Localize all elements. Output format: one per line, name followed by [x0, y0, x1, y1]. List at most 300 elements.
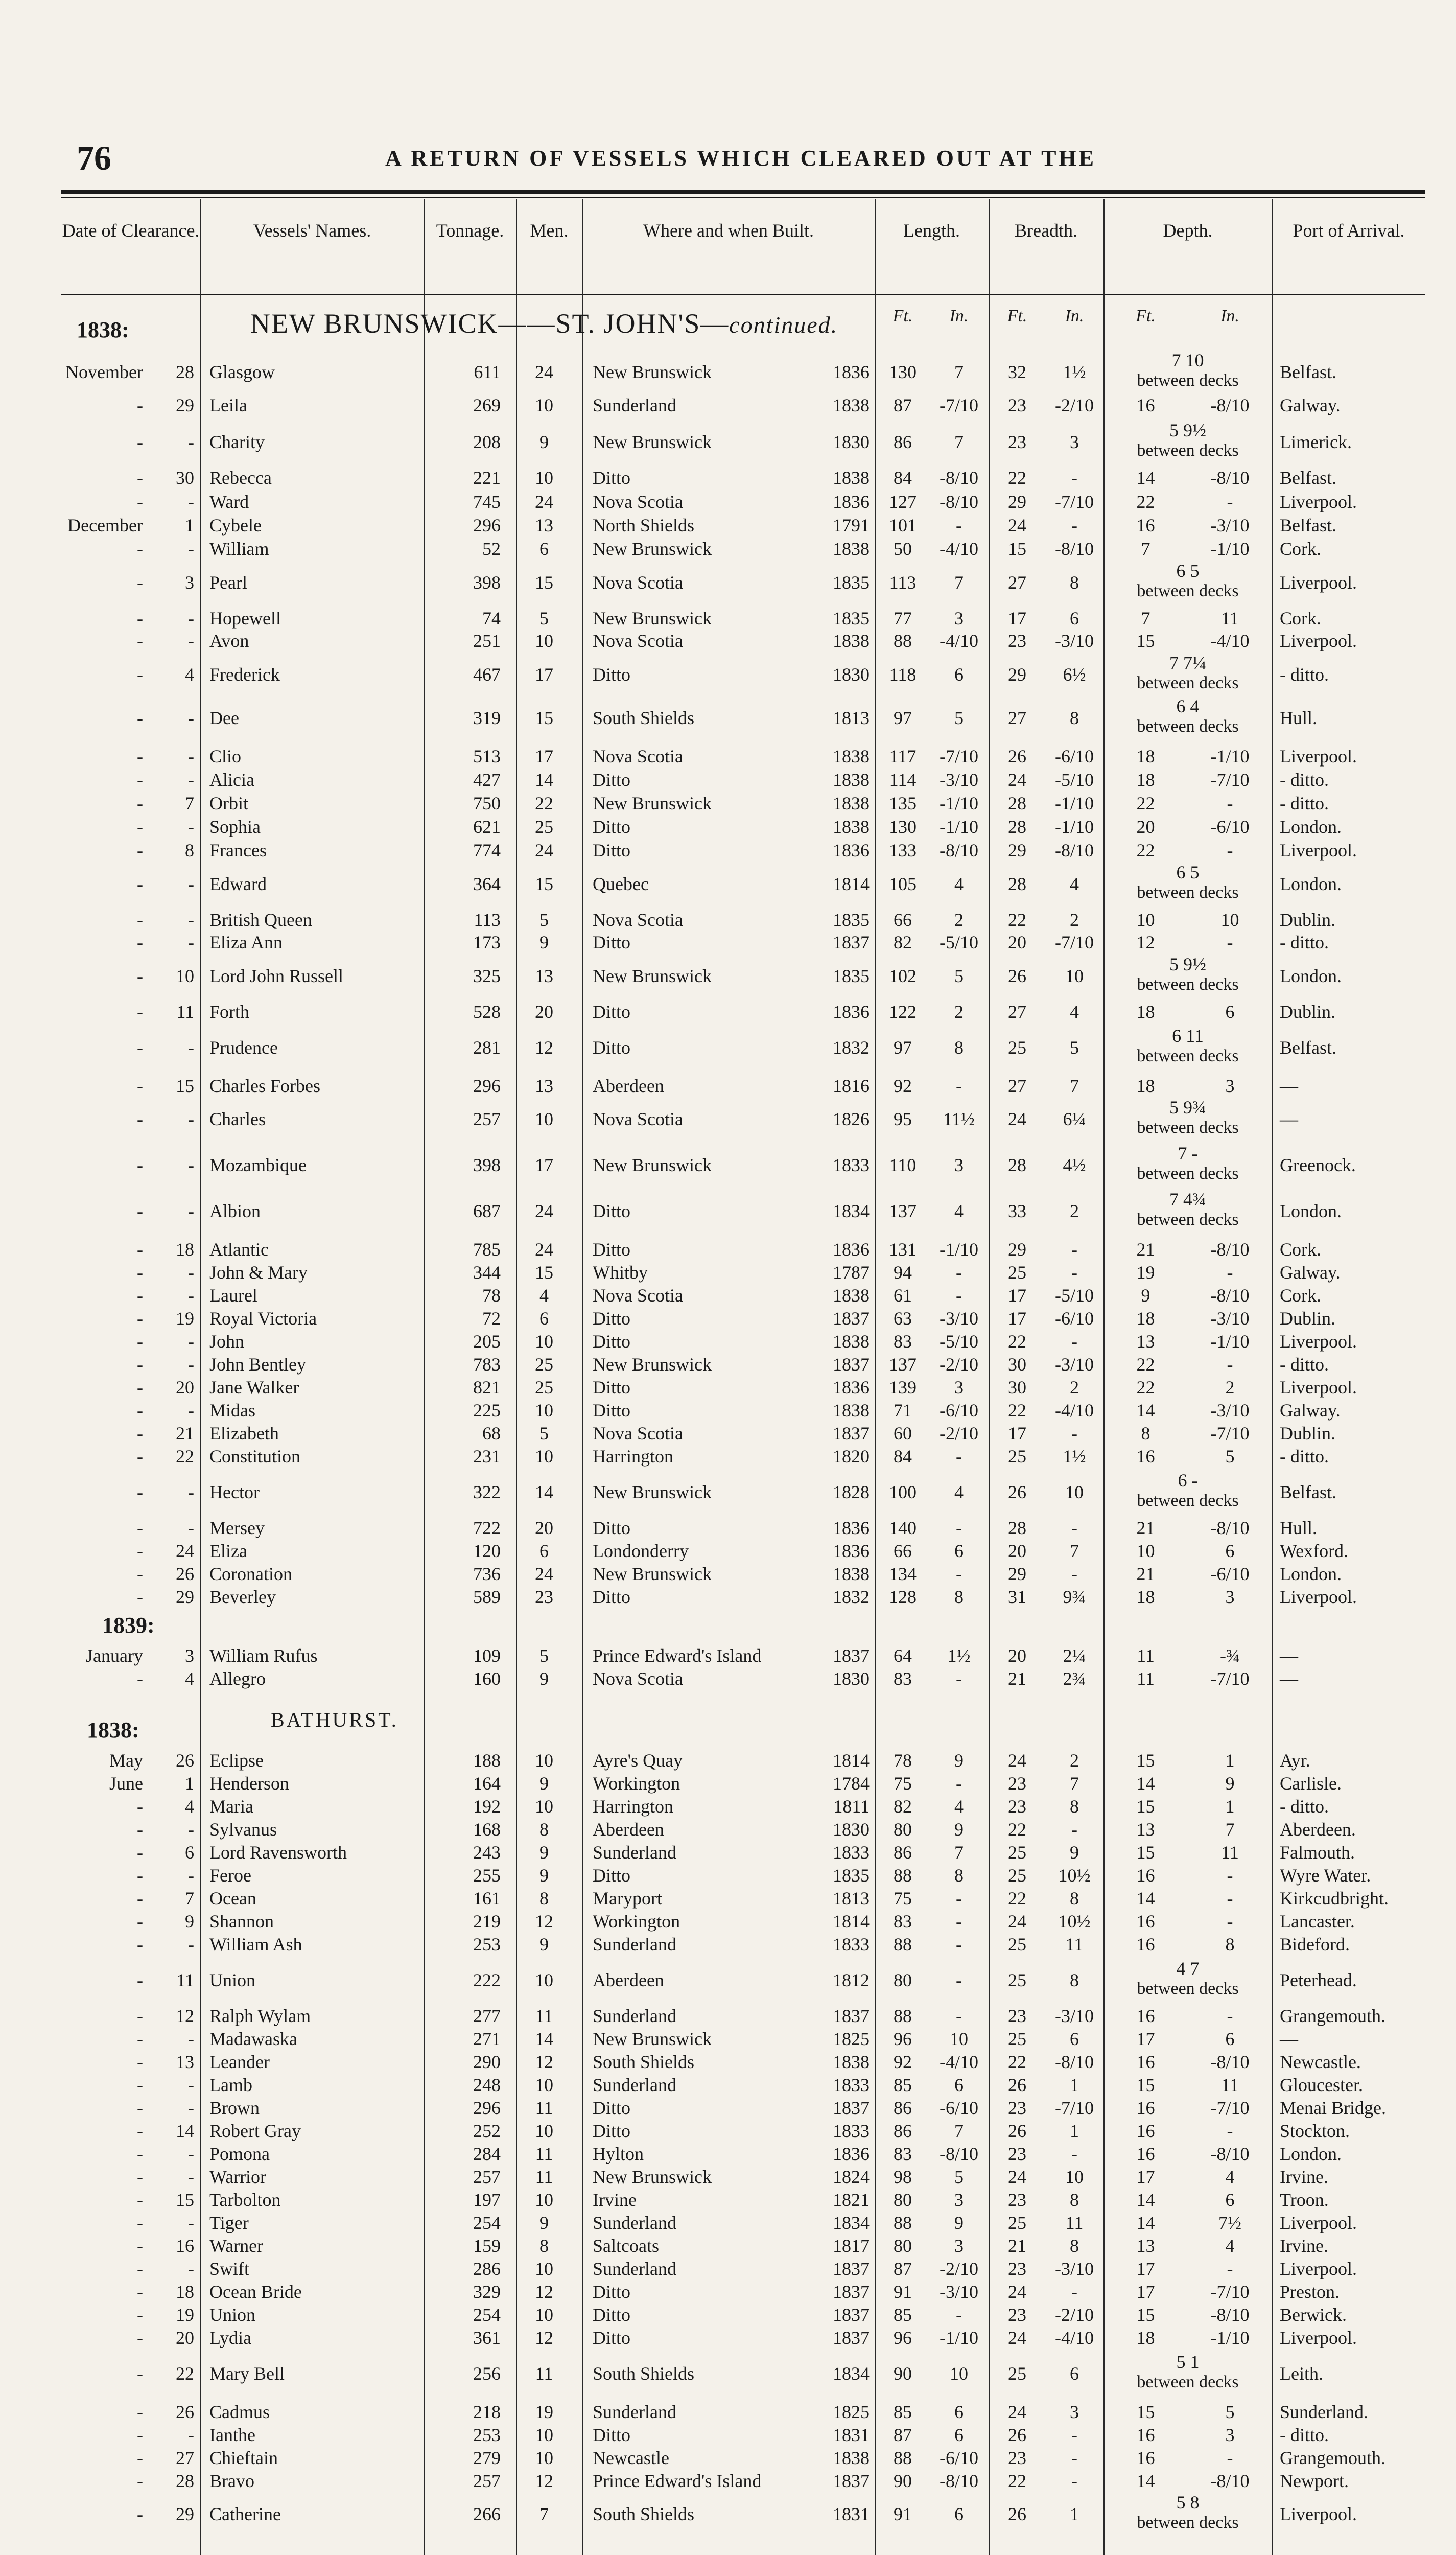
where-built: Ditto — [593, 1377, 631, 1398]
port-of-arrival: Grangemouth. — [1280, 2448, 1385, 2468]
where-built: Ditto — [593, 468, 631, 488]
length-ft: 84 — [894, 1446, 912, 1467]
breadth-ft: 26 — [1008, 2504, 1026, 2524]
breadth-ft: 23 — [1008, 2259, 1026, 2279]
depth-between-decks-value: 6 - — [1178, 1470, 1198, 1491]
depth-in: -8/10 — [1210, 2471, 1250, 2491]
col-header-name: Vessels' Names. — [253, 220, 371, 241]
when-built: 1838 — [833, 539, 870, 559]
men: 17 — [535, 1155, 553, 1175]
breadth-ft: 17 — [1008, 1308, 1026, 1329]
length-ft: 84 — [894, 468, 912, 488]
men: 6 — [539, 1541, 549, 1561]
depth-in: -7/10 — [1210, 770, 1250, 790]
men: 10 — [535, 631, 553, 651]
breadth-ft: 28 — [1008, 1155, 1026, 1175]
clearance-day: 16 — [176, 2236, 194, 2256]
breadth-in: 8 — [1070, 708, 1079, 728]
breadth-ft: 22 — [1008, 1331, 1026, 1352]
length-in: -4/10 — [940, 539, 978, 559]
depth-ft: 18 — [1136, 770, 1155, 790]
where-built: Nova Scotia — [593, 1109, 683, 1129]
tonnage: 296 — [473, 515, 501, 536]
breadth-in: 9¾ — [1063, 1587, 1086, 1607]
clearance-day: - — [188, 2144, 194, 2164]
where-built: New Brunswick — [593, 1564, 712, 1584]
men: 5 — [539, 1423, 549, 1444]
clearance-day: - — [188, 1285, 194, 1306]
clearance-month: - — [137, 932, 143, 953]
length-ft: 86 — [894, 1842, 912, 1863]
length-in: -1/10 — [940, 817, 978, 837]
breadth-in: - — [1071, 2471, 1077, 2491]
where-built: Ditto — [593, 2098, 631, 2118]
when-built: 1837 — [833, 2305, 870, 2325]
where-built: Hylton — [593, 2144, 644, 2164]
between-decks-label: between decks — [1137, 673, 1239, 692]
breadth-ft: 29 — [1008, 1564, 1026, 1584]
port-of-arrival: London. — [1280, 2144, 1342, 2164]
clearance-day: - — [188, 1331, 194, 1352]
tonnage: 284 — [473, 2144, 501, 2164]
port-of-arrival: Liverpool. — [1280, 2504, 1357, 2524]
depth-ft: 18 — [1136, 1076, 1155, 1096]
tonnage: 254 — [473, 2213, 501, 2233]
tonnage: 821 — [473, 1377, 501, 1398]
where-built: New Brunswick — [593, 1155, 712, 1175]
clearance-day: - — [188, 1262, 194, 1283]
depth-between-decks-value: 6 5 — [1176, 561, 1200, 581]
vessel-name: Clio — [209, 746, 242, 766]
clearance-month: - — [137, 2471, 143, 2491]
vessel-name: Cybele — [209, 515, 262, 536]
port-of-arrival: - ditto. — [1280, 770, 1329, 790]
header-rule — [61, 294, 1425, 295]
breadth-ft: 28 — [1008, 793, 1026, 814]
col-header-tonnage: Tonnage. — [436, 220, 504, 241]
breadth-in: 8 — [1070, 2190, 1079, 2210]
depth-ft: 16 — [1136, 1911, 1155, 1932]
length-ft: 87 — [894, 2425, 912, 2445]
breadth-in: -3/10 — [1055, 631, 1094, 651]
where-built: Ditto — [593, 2328, 631, 2348]
tonnage: 269 — [473, 395, 501, 415]
port-of-arrival: Liverpool. — [1280, 840, 1357, 861]
tonnage: 252 — [473, 2121, 501, 2141]
when-built: 1831 — [833, 2504, 870, 2524]
breadth-ft: 30 — [1008, 1354, 1026, 1375]
depth-ft: 15 — [1136, 2305, 1155, 2325]
breadth-in: 3 — [1070, 432, 1079, 452]
length-in: -8/10 — [940, 840, 978, 861]
clearance-month: - — [137, 2305, 143, 2325]
where-built: Ditto — [593, 1865, 631, 1886]
breadth-in: 8 — [1070, 1796, 1079, 1817]
depth-ft: 22 — [1136, 1377, 1155, 1398]
clearance-month: - — [137, 1201, 143, 1221]
depth-between-decks-value: 7 10 — [1171, 350, 1204, 370]
length-in: -6/10 — [940, 2098, 978, 2118]
when-built: 1834 — [833, 1201, 870, 1221]
men: 6 — [539, 1308, 549, 1329]
men: 9 — [539, 2213, 549, 2233]
depth-in: -¾ — [1220, 1645, 1240, 1666]
port-of-arrival: Stockton. — [1280, 2121, 1350, 2141]
port-of-arrival: Galway. — [1280, 1262, 1341, 1283]
unit-in: In. — [1065, 307, 1084, 326]
tonnage: 255 — [473, 1865, 501, 1886]
where-built: Ditto — [593, 2425, 631, 2445]
depth-in: -4/10 — [1210, 631, 1250, 651]
where-built: Maryport — [593, 1888, 662, 1909]
length-in: - — [956, 1564, 962, 1584]
vessel-name: Lord Ravensworth — [209, 1842, 347, 1863]
where-built: Ditto — [593, 1400, 631, 1421]
depth-ft: 16 — [1136, 2098, 1155, 2118]
length-in: - — [956, 1446, 962, 1467]
clearance-day: - — [188, 1934, 194, 1955]
depth-ft: 17 — [1136, 2259, 1155, 2279]
length-ft: 86 — [894, 2098, 912, 2118]
depth-in: -3/10 — [1210, 1308, 1250, 1329]
where-built: Ditto — [593, 2282, 631, 2302]
breadth-ft: 20 — [1008, 932, 1026, 953]
between-decks-label: between decks — [1137, 1047, 1239, 1065]
breadth-in: 1 — [1070, 2075, 1079, 2095]
clearance-month: - — [137, 1482, 143, 1502]
vessel-name: Coronation — [209, 1564, 292, 1584]
breadth-ft: 24 — [1008, 2282, 1026, 2302]
length-ft: 85 — [894, 2402, 912, 2422]
where-built: Whitby — [593, 1262, 648, 1283]
depth-in: 11 — [1221, 608, 1239, 629]
clearance-day: 22 — [176, 2363, 194, 2384]
tonnage: 52 — [482, 539, 501, 559]
port-of-arrival: Troon. — [1280, 2190, 1329, 2210]
port-of-arrival: Liverpool. — [1280, 572, 1357, 593]
when-built: 1833 — [833, 1842, 870, 1863]
length-ft: 77 — [894, 608, 912, 629]
unit-ft: Ft. — [1136, 307, 1156, 326]
port-of-arrival: Greenock. — [1280, 1155, 1356, 1175]
port-of-arrival: Liverpool. — [1280, 2259, 1357, 2279]
when-built: 1836 — [833, 492, 870, 512]
clearance-day: 10 — [176, 966, 194, 986]
length-ft: 97 — [894, 1037, 912, 1058]
where-built: New Brunswick — [593, 362, 712, 382]
length-in: 10 — [950, 2363, 968, 2384]
length-ft: 97 — [894, 708, 912, 728]
men: 9 — [539, 1668, 549, 1689]
depth-in: - — [1227, 1865, 1233, 1886]
breadth-in: - — [1071, 1819, 1077, 1840]
clearance-day: 27 — [176, 2448, 194, 2468]
port-of-arrival: Belfast. — [1280, 362, 1336, 382]
depth-ft: 18 — [1136, 1002, 1155, 1022]
clearance-day: 19 — [176, 2305, 194, 2325]
depth-in: -8/10 — [1210, 2052, 1250, 2072]
section-title-suffix: continued. — [729, 312, 838, 338]
breadth-ft: 22 — [1008, 1400, 1026, 1421]
clearance-month: - — [137, 2328, 143, 2348]
where-built: Sunderland — [593, 1934, 676, 1955]
length-in: -4/10 — [940, 2052, 978, 2072]
clearance-day: - — [188, 874, 194, 894]
length-in: -4/10 — [940, 631, 978, 651]
length-ft: 92 — [894, 2052, 912, 2072]
tonnage: 243 — [473, 1842, 501, 1863]
breadth-in: - — [1071, 1239, 1077, 1260]
unit-in: In. — [949, 307, 969, 326]
breadth-in: 7 — [1070, 1076, 1079, 1096]
where-built: Ditto — [593, 1037, 631, 1058]
depth-between-decks-value: 7 7¼ — [1169, 653, 1206, 673]
vessel-name: Mozambique — [209, 1155, 307, 1175]
when-built: 1836 — [833, 2144, 870, 2164]
when-built: 1838 — [833, 1400, 870, 1421]
tonnage: 109 — [473, 1645, 501, 1666]
unit-ft: Ft. — [893, 307, 913, 326]
vessel-name: British Queen — [209, 910, 312, 930]
clearance-day: - — [188, 2167, 194, 2187]
men: 17 — [535, 746, 553, 766]
depth-ft: 16 — [1136, 2448, 1155, 2468]
breadth-in: - — [1071, 2144, 1077, 2164]
where-built: Irvine — [593, 2190, 637, 2210]
men: 10 — [535, 1446, 553, 1467]
breadth-in: -4/10 — [1055, 1400, 1094, 1421]
clearance-day: 8 — [185, 840, 194, 861]
length-ft: 85 — [894, 2305, 912, 2325]
depth-in: 3 — [1225, 2425, 1235, 2445]
port-of-arrival: London. — [1280, 1201, 1342, 1221]
vessel-name: Cadmus — [209, 2402, 270, 2422]
vessel-name: Sophia — [209, 817, 261, 837]
depth-in: -8/10 — [1210, 2305, 1250, 2325]
breadth-in: -1/10 — [1055, 817, 1094, 837]
when-built: 1826 — [833, 1109, 870, 1129]
where-built: Nova Scotia — [593, 746, 683, 766]
clearance-day: 9 — [185, 1911, 194, 1932]
clearance-day: 11 — [176, 1002, 194, 1022]
clearance-day: 15 — [176, 2190, 194, 2210]
when-built: 1838 — [833, 468, 870, 488]
length-in: 7 — [954, 432, 964, 452]
breadth-in: 11 — [1065, 2213, 1084, 2233]
clearance-month: - — [137, 708, 143, 728]
when-built: 1830 — [833, 1668, 870, 1689]
where-built: Sunderland — [593, 2006, 676, 2026]
men: 12 — [535, 1037, 553, 1058]
length-ft: 85 — [894, 2075, 912, 2095]
where-built: Quebec — [593, 874, 649, 894]
clearance-day: - — [188, 1201, 194, 1221]
length-in: 4 — [954, 1796, 964, 1817]
length-in: -2/10 — [940, 2259, 978, 2279]
tonnage: 344 — [473, 1262, 501, 1283]
breadth-in: - — [1071, 1423, 1077, 1444]
length-ft: 95 — [894, 1109, 912, 1129]
between-decks-label: between decks — [1137, 582, 1239, 600]
port-of-arrival: Galway. — [1280, 395, 1341, 415]
clearance-day: - — [188, 492, 194, 512]
vessel-name: Sylvanus — [209, 1819, 277, 1840]
breadth-ft: 26 — [1008, 2121, 1026, 2141]
tonnage: 218 — [473, 2402, 501, 2422]
clearance-month: - — [137, 1285, 143, 1306]
length-ft: 105 — [889, 874, 917, 894]
when-built: 1813 — [833, 1888, 870, 1909]
clearance-month: - — [137, 2144, 143, 2164]
length-in: - — [956, 1668, 962, 1689]
clearance-day: 12 — [176, 2006, 194, 2026]
when-built: 1833 — [833, 1155, 870, 1175]
length-ft: 130 — [889, 817, 917, 837]
tonnage: 286 — [473, 2259, 501, 2279]
clearance-month: - — [137, 1308, 143, 1329]
breadth-in: 5 — [1070, 1037, 1079, 1058]
men: 14 — [535, 2029, 553, 2049]
length-ft: 83 — [894, 1668, 912, 1689]
tonnage: 253 — [473, 1934, 501, 1955]
depth-between-decks-value: 4 7 — [1176, 1958, 1200, 1979]
depth-ft: 18 — [1136, 746, 1155, 766]
breadth-ft: 25 — [1008, 1970, 1026, 1990]
clearance-day: - — [188, 2259, 194, 2279]
where-built: New Brunswick — [593, 1482, 712, 1502]
clearance-day: - — [188, 1819, 194, 1840]
depth-in: -7/10 — [1210, 2098, 1250, 2118]
when-built: 1830 — [833, 432, 870, 452]
port-of-arrival: Hull. — [1280, 1518, 1318, 1538]
men: 15 — [535, 874, 553, 894]
where-built: Prince Edward's Island — [593, 2471, 762, 2491]
depth-in: -6/10 — [1210, 817, 1250, 837]
men: 6 — [539, 539, 549, 559]
length-in: -3/10 — [940, 1308, 978, 1329]
length-in: -5/10 — [940, 1331, 978, 1352]
port-of-arrival: London. — [1280, 966, 1342, 986]
length-ft: 118 — [889, 664, 917, 685]
length-ft: 91 — [894, 2504, 912, 2524]
men: 12 — [535, 2282, 553, 2302]
tonnage: 266 — [473, 2504, 501, 2524]
clearance-month: - — [137, 2075, 143, 2095]
breadth-in: 10 — [1065, 966, 1084, 986]
men: 5 — [539, 1645, 549, 1666]
when-built: 1824 — [833, 2167, 870, 2187]
men: 15 — [535, 1262, 553, 1283]
between-decks-label: between decks — [1137, 2373, 1239, 2391]
length-ft: 88 — [894, 2006, 912, 2026]
breadth-in: 2 — [1070, 1377, 1079, 1398]
men: 20 — [535, 1518, 553, 1538]
when-built: 1836 — [833, 840, 870, 861]
vessel-name: Henderson — [209, 1773, 289, 1794]
depth-in: 11 — [1221, 2075, 1239, 2095]
men: 13 — [535, 515, 553, 536]
clearance-day: - — [188, 770, 194, 790]
length-ft: 82 — [894, 1796, 912, 1817]
clearance-day: - — [188, 2029, 194, 2049]
breadth-ft: 25 — [1008, 1842, 1026, 1863]
clearance-day: 26 — [176, 1564, 194, 1584]
length-in: 9 — [954, 2213, 964, 2233]
depth-ft: 14 — [1136, 2471, 1155, 2491]
tonnage: 736 — [473, 1564, 501, 1584]
breadth-ft: 23 — [1008, 432, 1026, 452]
clearance-month: - — [137, 1587, 143, 1607]
where-built: Sunderland — [593, 395, 676, 415]
when-built: 1828 — [833, 1482, 870, 1502]
breadth-ft: 24 — [1008, 1750, 1026, 1771]
depth-in: -3/10 — [1210, 1400, 1250, 1421]
clearance-day: 15 — [176, 1076, 194, 1096]
vessel-name: John & Mary — [209, 1262, 308, 1283]
breadth-in: 10½ — [1058, 1865, 1091, 1886]
clearance-day: 4 — [185, 664, 194, 685]
length-ft: 114 — [889, 770, 917, 790]
clearance-month: May — [109, 1750, 143, 1771]
breadth-ft: 25 — [1008, 2363, 1026, 2384]
where-built: Workington — [593, 1911, 680, 1932]
port-of-arrival: Liverpool. — [1280, 2213, 1357, 2233]
breadth-in: -7/10 — [1055, 932, 1094, 953]
clearance-day: 21 — [176, 1423, 194, 1444]
depth-ft: 20 — [1136, 817, 1155, 837]
depth-ft: 18 — [1136, 1587, 1155, 1607]
when-built: 1837 — [833, 1645, 870, 1666]
when-built: 1814 — [833, 1911, 870, 1932]
breadth-in: 2¾ — [1063, 1668, 1086, 1689]
clearance-day: - — [188, 746, 194, 766]
port-of-arrival: Irvine. — [1280, 2167, 1328, 2187]
when-built: 1812 — [833, 1970, 870, 1990]
breadth-ft: 29 — [1008, 664, 1026, 685]
length-in: 1½ — [947, 1645, 971, 1666]
depth-between-decks-value: 5 8 — [1176, 2492, 1200, 2513]
depth-in: - — [1227, 793, 1233, 814]
tonnage: 513 — [473, 746, 501, 766]
depth-between-decks-value: 6 11 — [1172, 1026, 1204, 1046]
vessel-name: Mary Bell — [209, 2363, 285, 2384]
men: 4 — [539, 1285, 549, 1306]
when-built: 1835 — [833, 910, 870, 930]
vessel-name: Leander — [209, 2052, 270, 2072]
length-in: 3 — [954, 1155, 964, 1175]
length-ft: 80 — [894, 1970, 912, 1990]
length-in: 7 — [954, 362, 964, 382]
depth-in: -1/10 — [1210, 539, 1250, 559]
tonnage: 254 — [473, 2305, 501, 2325]
clearance-day: - — [188, 910, 194, 930]
depth-in: 6 — [1225, 2190, 1235, 2210]
clearance-day: 4 — [185, 1796, 194, 1817]
between-decks-label: between decks — [1137, 1164, 1239, 1183]
men: 17 — [535, 664, 553, 685]
length-in: 3 — [954, 1377, 964, 1398]
tonnage: 173 — [473, 932, 501, 953]
where-built: Nova Scotia — [593, 572, 683, 593]
tonnage: 785 — [473, 1239, 501, 1260]
length-in: 8 — [954, 1587, 964, 1607]
breadth-ft: 27 — [1008, 708, 1026, 728]
men: 9 — [539, 1773, 549, 1794]
port-of-arrival: Berwick. — [1280, 2305, 1347, 2325]
breadth-in: 6 — [1070, 2029, 1079, 2049]
tonnage: 257 — [473, 1109, 501, 1129]
port-of-arrival: Dublin. — [1280, 910, 1336, 930]
